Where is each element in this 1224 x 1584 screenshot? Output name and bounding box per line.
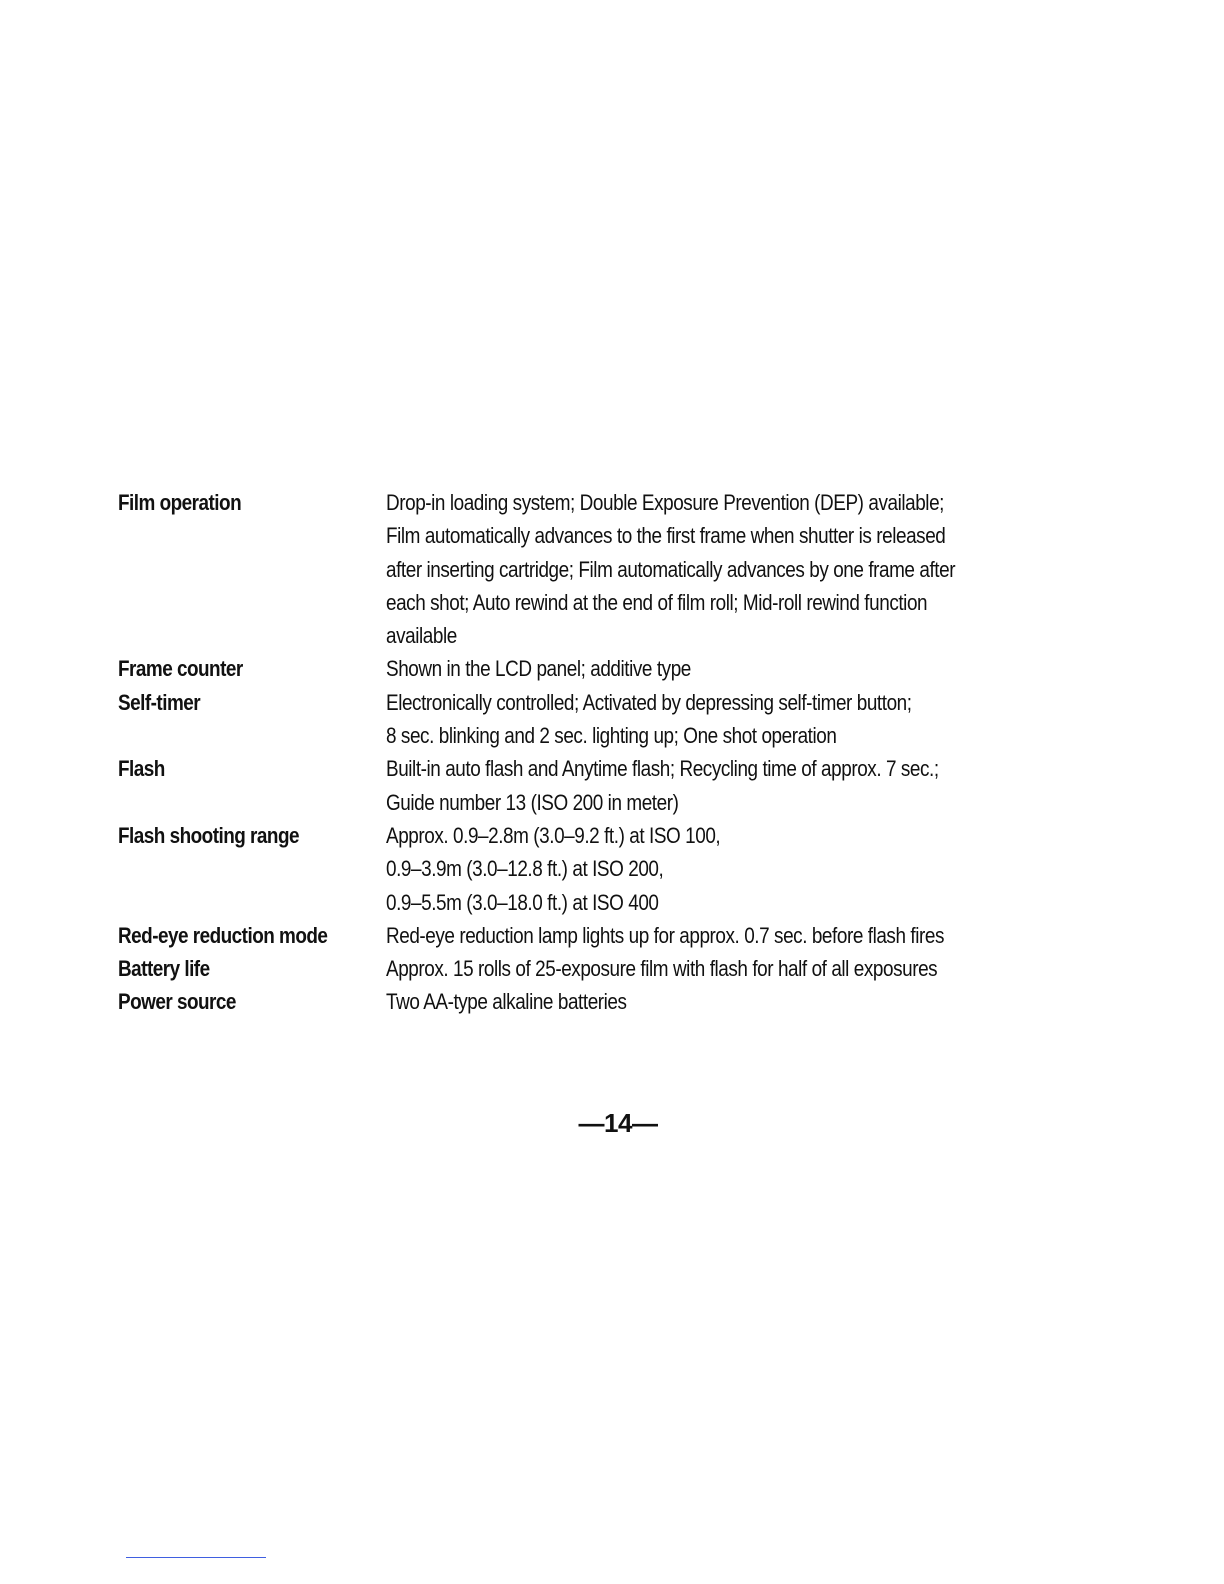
spec-label: Flash shooting range [118, 822, 300, 848]
spec-value-line: Film automatically advances to the first frame when shutter is released [386, 523, 946, 549]
spec-value-line: 0.9–3.9m (3.0–12.8 ft.) at ISO 200, [386, 856, 664, 882]
spec-value-line: Electronically controlled; Activated by depressing self-timer button; [386, 689, 912, 715]
spec-value-line: Guide number 13 (ISO 200 in meter) [386, 789, 679, 815]
spec-value-line: after inserting cartridge; Film automatically advances by one frame after [386, 556, 956, 582]
spec-label: Frame counter [118, 656, 243, 682]
spec-value [386, 819, 1128, 919]
spec-value-line: Built-in auto flash and Anytime flash; Recycling time of approx. 7 sec.; [386, 756, 939, 782]
spec-value-line: each shot; Auto rewind at the end of film roll; Mid-roll rewind function [386, 589, 928, 615]
spec-row-power-source [118, 985, 1128, 1018]
spec-row-battery-life [118, 952, 1128, 985]
spec-row-self-timer [118, 686, 1128, 753]
spec-label: Film operation [118, 490, 242, 515]
spec-row-red-eye-reduction-mode [118, 919, 1128, 952]
spec-value [386, 752, 1128, 819]
spec-table [118, 486, 1128, 1019]
spec-label: Battery life [118, 956, 210, 982]
page-number: —14— [578, 1108, 658, 1138]
spec-row-flash-shooting-range [118, 819, 1128, 919]
spec-label: Self-timer [118, 689, 201, 715]
spec-value-line: Drop-in loading system; Double Exposure Prevention (DEP) available; [386, 490, 945, 515]
spec-row-film-operation [118, 486, 1128, 652]
spec-value [386, 985, 1128, 1018]
spec-row-frame-counter [118, 652, 1128, 685]
spec-label: Flash [118, 756, 165, 782]
spec-value-line: Approx. 15 rolls of 25-exposure film with flash for half of all exposures [386, 956, 938, 982]
spec-value-line: Approx. 0.9–2.8m (3.0–9.2 ft.) at ISO 100, [386, 822, 721, 848]
spec-value [386, 919, 1128, 952]
spec-value [386, 652, 1128, 685]
spec-value-line: 0.9–5.5m (3.0–18.0 ft.) at ISO 400 [386, 889, 659, 915]
spec-value [386, 486, 1128, 652]
spec-value-line: Red-eye reduction lamp lights up for approx. 0.7 sec. before flash fires [386, 922, 944, 948]
spec-value-line: Shown in the LCD panel; additive type [386, 656, 691, 682]
spec-value-line: 8 sec. blinking and 2 sec. lighting up; One shot operation [386, 723, 837, 749]
spec-label: Red-eye reduction mode [118, 922, 328, 948]
spec-value-line: available [386, 623, 457, 649]
spec-value [386, 952, 1128, 985]
spec-value-line: Two AA-type alkaline batteries [386, 989, 627, 1015]
spec-value [386, 686, 1128, 753]
spec-row-flash [118, 752, 1128, 819]
spec-label: Power source [118, 989, 236, 1015]
bottom-rule [126, 1557, 266, 1558]
